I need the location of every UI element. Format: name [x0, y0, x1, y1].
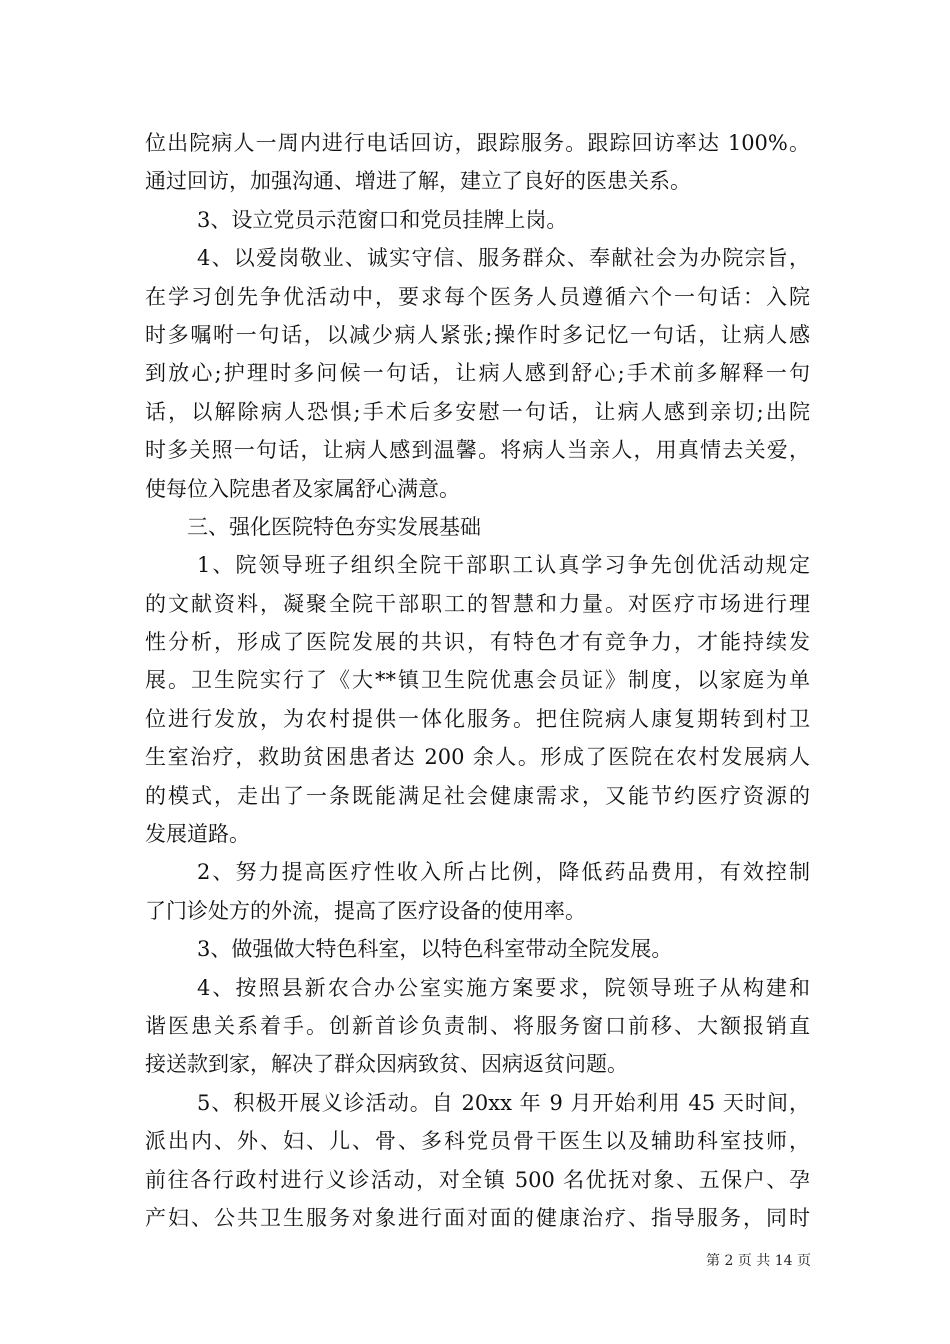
paragraph-line: 的模式，走出了一条既能满足社会健康需求，又能节约医疗资源的	[145, 783, 810, 808]
paragraph-line: 的文献资料，凝聚全院干部职工的智慧和力量。对医疗市场进行理	[145, 591, 810, 616]
section-heading: 三、强化医院特色夯实发展基础	[187, 514, 481, 539]
paragraph-line: 谐医患关系着手。创新首诊负责制、将服务窗口前移、大额报销直	[145, 1013, 810, 1038]
paragraph-line: 时多嘱咐一句话，以减少病人紧张;操作时多记忆一句话，让病人感	[145, 322, 810, 347]
document-body	[145, 124, 810, 1237]
paragraph-line: 时多关照一句话，让病人感到温馨。将病人当亲人，用真情去关爱，	[145, 438, 810, 463]
paragraph-line: 前往各行政村进行义诊活动，对全镇 500 名优抚对象、五保户、孕	[145, 1167, 810, 1192]
paragraph-line: 2、努力提高医疗性收入所占比例，降低药品费用，有效控制	[197, 860, 810, 885]
paragraph-line: 使每位入院患者及家属舒心满意。	[145, 476, 460, 501]
paragraph-line: 性分析，形成了医院发展的共识，有特色才有竞争力，才能持续发	[145, 630, 810, 655]
paragraph-line: 4、按照县新农合办公室实施方案要求，院领导班子从构建和	[197, 975, 810, 1000]
paragraph-line: 3、设立党员示范窗口和党员挂牌上岗。	[197, 207, 568, 232]
paragraph-line: 话，以解除病人恐惧;手术后多安慰一句话，让病人感到亲切;出院	[145, 399, 810, 424]
paragraph-line: 位出院病人一周内进行电话回访，跟踪服务。跟踪回访率达 100%。	[145, 131, 810, 155]
paragraph-line: 5、积极开展义诊活动。自 20xx 年 9 月开始利用 45 天时间，	[197, 1090, 810, 1115]
paragraph-line: 1、院领导班子组织全院干部职工认真学习争先创优活动规定	[197, 553, 810, 578]
paragraph-line: 4、以爱岗敬业、诚实守信、服务群众、奉献社会为办院宗旨，	[197, 246, 810, 271]
paragraph-line: 通过回访，加强沟通、增进了解，建立了良好的医患关系。	[145, 169, 691, 194]
paragraph-line: 发展道路。	[145, 822, 250, 847]
paragraph-line: 了门诊处方的外流，提高了医疗设备的使用率。	[145, 898, 586, 923]
page-number: 第 2 页 共 14 页	[706, 1253, 811, 1269]
paragraph-line: 位进行发放，为农村提供一体化服务。把住院病人康复期转到村卫	[145, 706, 810, 731]
paragraph-line: 在学习创先争优活动中，要求每个医务人员遵循六个一句话：入院	[145, 284, 810, 309]
paragraph-line: 派出内、外、妇、儿、骨、多科党员骨干医生以及辅助科室技师，	[145, 1129, 810, 1154]
paragraph-line: 展。卫生院实行了《大**镇卫生院优惠会员证》制度，以家庭为单	[145, 668, 810, 693]
paragraph-line: 产妇、公共卫生服务对象进行面对面的健康治疗、指导服务，同时	[145, 1205, 810, 1230]
paragraph-line: 3、做强做大特色科室，以特色科室带动全院发展。	[197, 937, 673, 962]
paragraph-line: 接送款到家，解决了群众因病致贫、因病返贫问题。	[145, 1052, 628, 1077]
paragraph-line: 生室治疗，救助贫困患者达 200 余人。形成了医院在农村发展病人	[145, 745, 810, 770]
paragraph-line: 到放心;护理时多问候一句话，让病人感到舒心;手术前多解释一句	[145, 361, 810, 386]
